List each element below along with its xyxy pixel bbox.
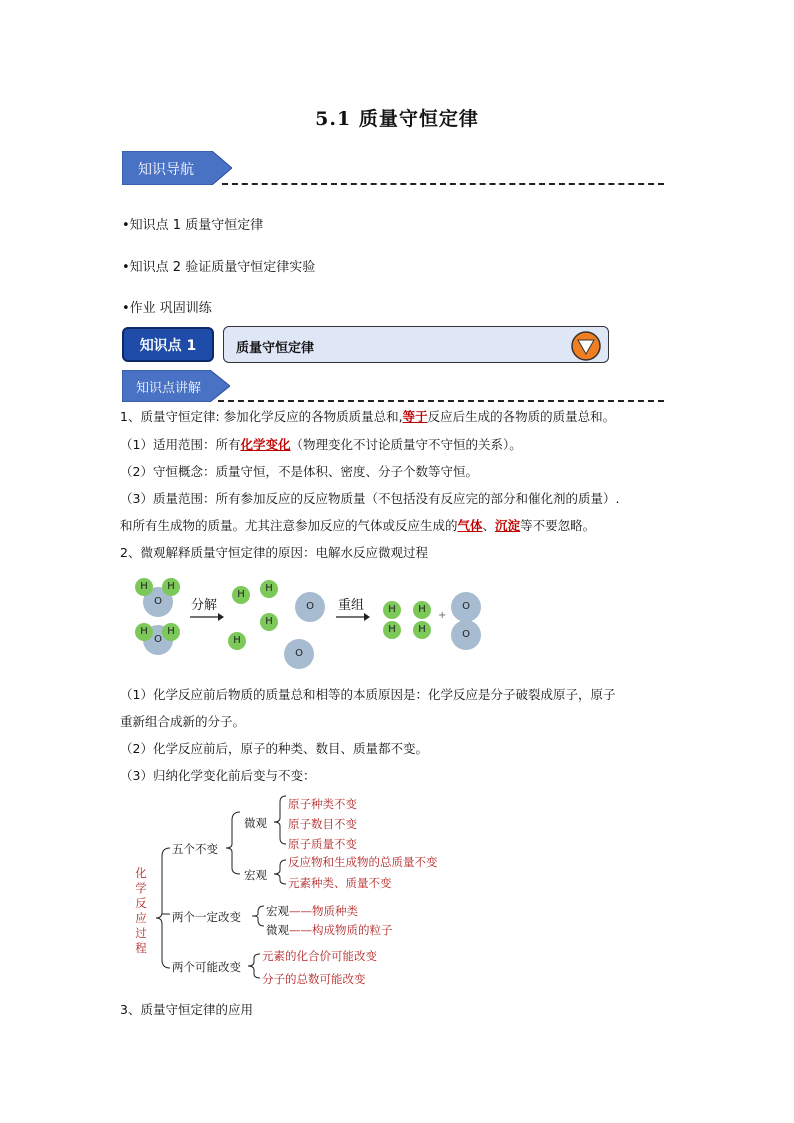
page-title: 5.1 质量守恒定律	[315, 108, 479, 130]
hydrogen-atom: H	[383, 621, 401, 639]
two-must-change-label: 两个一定改变	[172, 910, 241, 924]
paragraph-7: （1）化学反应前后物质的质量总和相等的本质原因是：化学反应是分子破裂成原子，原子	[120, 687, 616, 702]
hydrogen-atom: H	[162, 578, 180, 596]
macro-label: 宏观	[244, 868, 267, 882]
arrow-icon	[190, 612, 224, 622]
collapse-triangle-icon[interactable]	[570, 330, 602, 362]
oxygen-atom: O	[143, 625, 173, 655]
kp-label: 知识点 1	[122, 327, 214, 362]
five-unchanged-label: 五个不变	[172, 842, 218, 856]
paragraph-10: （3）归纳化学变化前后变与不变：	[120, 768, 316, 783]
paragraph-6: 2、微观解释质量守恒定律的原因：电解水反应微观过程	[120, 545, 428, 560]
may-item-1: 元素的化合价可能改变	[262, 949, 377, 963]
micro-label: 微观	[244, 816, 267, 830]
water-electrolysis-diagram	[120, 570, 500, 670]
oxygen-atom: O	[451, 592, 481, 622]
hydrogen-atom: H	[413, 601, 431, 619]
paragraph-4: （3）质量范围：所有参加反应的反应物质量（不包括没有反应完的部分和催化剂的质量）.	[120, 491, 620, 506]
tree-root: 化 学 反 应 过 程	[135, 866, 147, 955]
decompose-label: 分解	[191, 598, 218, 613]
arrow-icon	[336, 612, 370, 622]
paragraph-8: 重新组合成新的分子。	[120, 714, 246, 729]
paragraph-2: （1）适用范围：所有化学变化（物理变化不讨论质量守不守恒的关系）。	[120, 437, 522, 452]
hydrogen-atom: H	[260, 613, 278, 631]
paragraph-5: 和所有生成物的质量。尤其注意参加反应的气体或反应生成的气体、沉淀等不要忽略。	[120, 518, 596, 533]
paragraph-11: 3、质量守恒定律的应用	[120, 1002, 253, 1017]
micro-item-2: 原子数目不变	[288, 817, 357, 831]
hydrogen-atom: H	[135, 623, 153, 641]
hydrogen-atom: H	[162, 623, 180, 641]
toc-item-1[interactable]: •知识点 1 质量守恒定律	[122, 218, 264, 233]
must-item-1: 宏观——物质种类	[266, 904, 358, 918]
hydrogen-atom: H	[260, 580, 278, 598]
macro-item-2: 元素种类、质量不变	[288, 876, 392, 890]
paragraph-1: 1、质量守恒定律: 参加化学反应的各物质质量总和,等于反应后生成的各物质的质量总和。	[120, 409, 616, 424]
must-item-2: 微观——构成物质的粒子	[266, 923, 393, 937]
nav-tag-label: 知识导航	[138, 162, 194, 178]
oxygen-atom: O	[451, 620, 481, 650]
explain-tag-label: 知识点讲解	[136, 381, 202, 396]
micro-item-3: 原子质量不变	[288, 837, 357, 851]
hydrogen-atom: H	[232, 586, 250, 604]
two-may-change-label: 两个可能改变	[172, 960, 241, 974]
hydrogen-atom: H	[228, 632, 246, 650]
divider	[222, 183, 664, 185]
recombine-label: 重组	[338, 598, 365, 613]
change-summary-tree	[120, 790, 520, 990]
oxygen-atom: O	[295, 592, 325, 622]
paragraph-9: （2）化学反应前后，原子的种类、数目、质量都不变。	[120, 741, 428, 756]
may-item-2: 分子的总数可能改变	[262, 972, 366, 986]
hydrogen-atom: H	[413, 621, 431, 639]
kp-title: 质量守恒定律	[236, 341, 315, 356]
macro-item-1: 反应物和生成物的总质量不变	[288, 855, 438, 869]
paragraph-3: （2）守恒概念：质量守恒，不是体积、密度、分子个数等守恒。	[120, 464, 478, 479]
toc-item-3[interactable]: •作业 巩固训练	[122, 301, 212, 316]
divider	[218, 400, 664, 402]
oxygen-atom: O	[143, 587, 173, 617]
toc-item-2[interactable]: •知识点 2 验证质量守恒定律实验	[122, 260, 316, 275]
micro-item-1: 原子种类不变	[288, 797, 357, 811]
oxygen-atom: O	[284, 639, 314, 669]
hydrogen-atom: H	[135, 578, 153, 596]
hydrogen-atom: H	[383, 601, 401, 619]
plus-sign: +	[438, 610, 447, 621]
